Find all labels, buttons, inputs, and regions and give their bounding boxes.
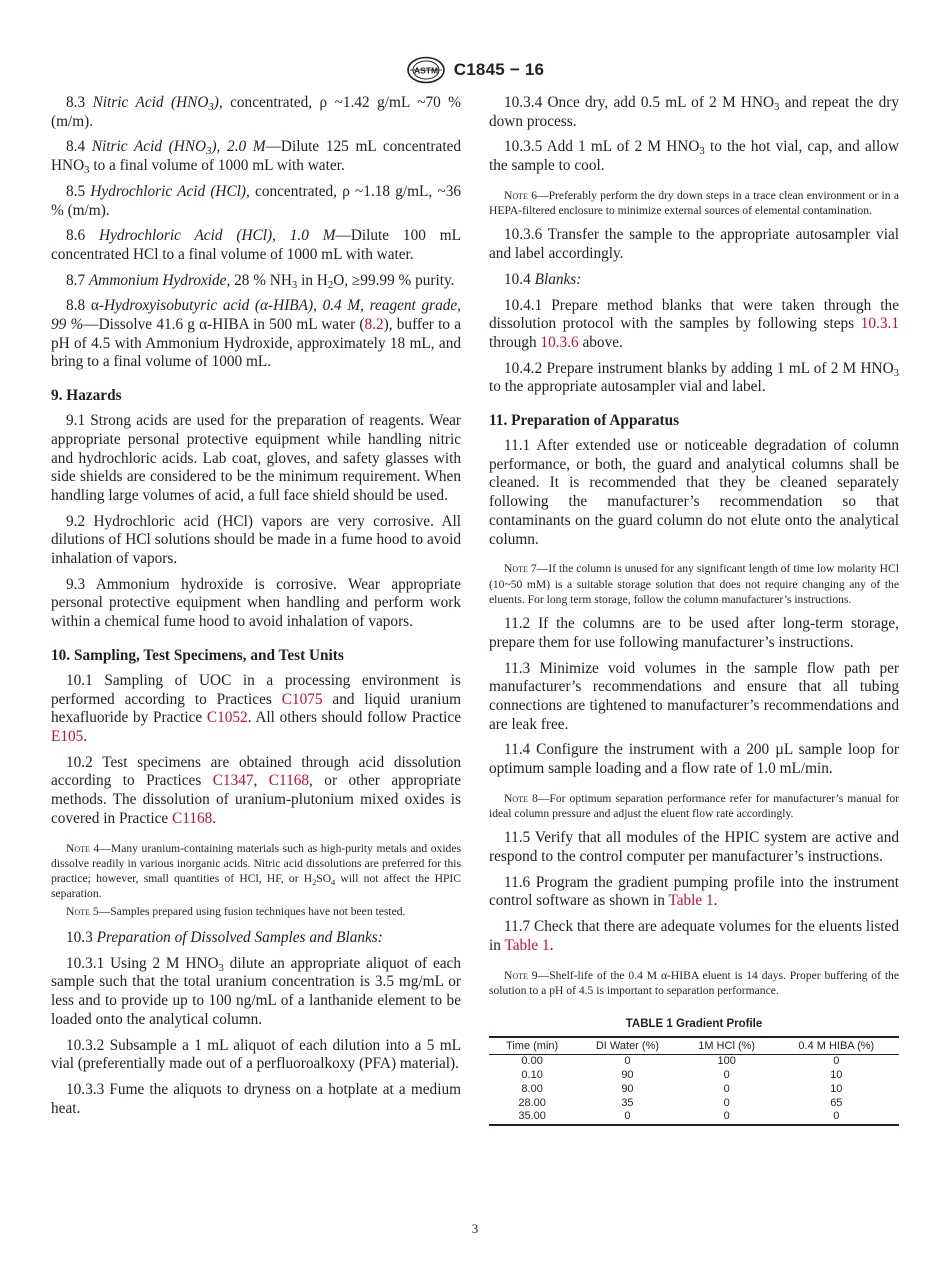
section-9-1: 9.1 Strong acids are used for the preparation of reagents. Wear appropriate personal protective equipment while handling nitric and hydrochloric acids. Lab coat, gloves, and safety glasses with side shields are considered to be the minimum requirement. When handling large volumes of acid, a full face shield should be used. <box>51 412 461 504</box>
left-column <box>51 94 461 1125</box>
section-11-1: 11.1 After extended use or noticeable degradation of column performance, or both, the guard and analytical columns shall be cleaned. It is recommended that they be cleaned separately following the manufacturer’s recommendation so that contaminants on the guard column do not elute onto the analytical column. <box>489 437 899 548</box>
section-11-2: 11.2 If the columns are to be used after long-term storage, prepare them for use following manufacturer’s instructions. <box>489 615 899 651</box>
section-10-3-4: 10.3.4 Once dry, add 0.5 mL of 2 M $HNO_3$ and repeat the dry down process. <box>489 94 899 130</box>
section-8-8: 8.8 α-Hydroxyisobutyric acid (α-HIBA), 0.4 M, reagent grade, 99 %—Dissolve 41.6 g α-HIBA in 500 mL water (8.2), buffer to a pH of 4.5 with Ammonium Hydroxide, approximately 18 mL, and bring to a final volume of 1000 mL. <box>51 297 462 371</box>
table-row <box>489 1069 899 1083</box>
table-header-row <box>489 1037 899 1055</box>
column-header: DI Water (%) <box>575 1037 679 1055</box>
note-7: Note 7—If the column is unused for any significant length of time low molarity HCl (10~50 mM) is a suitable storage solution that does not require changing any of the eluents. For long term storage, follow the column manufacturer’s instructions. <box>489 562 899 606</box>
table-cell: 0 <box>833 1055 840 1068</box>
link-c1075[interactable]: C1075 <box>281 690 323 708</box>
table-row <box>489 1110 899 1125</box>
link-table-1[interactable]: Table 1 <box>668 892 714 910</box>
table-cell: 35.00 <box>489 1110 575 1125</box>
astm-logo-text: ASTM <box>413 65 438 76</box>
link-8-2[interactable]: 8.2 <box>364 316 384 334</box>
section-9-3: 9.3 Ammonium hydroxide is corrosive. Wear appropriate personal protective equipment when handling and perform work within a chemical fume hood to avoid inhalation of vapors. <box>51 575 461 631</box>
astm-logo-icon <box>406 56 446 84</box>
section-10-3-6: 10.3.6 Transfer the sample to the appropriate autosampler vial and label accordingly. <box>489 226 899 263</box>
heading-sampling: 10. Sampling, Test Specimens, and Test Units <box>51 646 344 664</box>
table-cell: 10 <box>830 1068 843 1081</box>
table-cell: 0.00 <box>521 1055 543 1068</box>
table-cell: 28.00 <box>518 1096 546 1109</box>
table-cell: 8.00 <box>521 1082 543 1095</box>
section-8-3: 8.3 Nitric Acid $(HNO_3)$, concentrated, ρ ~1.42 g/mL ~70 % (m/m). <box>51 94 461 130</box>
link-c1347[interactable]: C1347 <box>212 772 254 790</box>
section-10-1: 10.1 Sampling of UOC in a processing environment is performed according to Practices C1075 and liquid uranium hexafluoride by Practice C1052. All others should follow Practice E105. <box>51 671 462 745</box>
section-11-3: 11.3 Minimize void volumes in the sample flow path per manufacturer’s recommendations and ensure that all tubing connections are tightened to manufacturer’s recommendations and are leak free. <box>489 659 899 733</box>
table-cell: 65 <box>830 1096 843 1109</box>
link-c1168[interactable]: C1168 <box>268 772 310 790</box>
table-cell: 0 <box>624 1055 631 1068</box>
link-c1052[interactable]: C1052 <box>206 709 248 727</box>
section-10-4: 10.4 Blanks: <box>504 270 582 288</box>
section-8-7: 8.7 Ammonium Hydroxide, 28 % $NH_3$ in $H_2O$, ≥99.99 % purity. <box>66 271 455 291</box>
section-10-3-2: 10.3.2 Subsample a 1 mL aliquot of each dilution into a 5 mL vial (preferentially made out of a perfluoroalkoxy (PFA) material). <box>51 1036 461 1073</box>
table-cell: 0 <box>680 1110 774 1125</box>
column-header: 0.4 M HIBA (%) <box>774 1037 899 1055</box>
column-header: 1M HCl (%) <box>680 1037 774 1055</box>
note-5: Note 5—Samples prepared using fusion techniques have not been tested. <box>66 904 406 918</box>
section-8-6: 8.6 Hydrochloric Acid (HCl), 1.0 M—Dilute 100 mL concentrated HCl to a final volume of 1000 mL with water. <box>51 227 461 263</box>
table-cell: 0 <box>723 1082 730 1095</box>
table-1-title: TABLE 1 Gradient Profile <box>625 1018 763 1031</box>
section-10-4-2: 10.4.2 Prepare instrument blanks by adding 1 mL of 2 M $HNO_3$ to the appropriate autosampler vial and label. <box>489 359 899 396</box>
link-10-3-1[interactable]: 10.3.1 <box>860 315 899 333</box>
column-header: Time (min) <box>489 1037 575 1055</box>
table-row <box>489 1055 899 1069</box>
section-8-5: 8.5 Hydrochloric Acid (HCl), concentrated, ρ ~1.18 g/mL, ~36 % (m/m). <box>51 182 461 219</box>
gradient-profile-table <box>489 1036 899 1126</box>
section-11-7: 11.7 Check that there are adequate volumes for the eluents listed in Table 1. <box>489 918 899 954</box>
table-row <box>489 1097 899 1111</box>
section-10-3-3: 10.3.3 Fume the aliquots to dryness on a hotplate at a medium heat. <box>51 1080 461 1117</box>
heading-preparation-apparatus: 11. Preparation of Apparatus <box>489 412 680 430</box>
link-e105[interactable]: E105 <box>51 727 84 745</box>
table-cell: 0 <box>723 1096 730 1109</box>
note-4: Note 4—Many uranium-containing materials such as high-purity metals and oxides dissolve readily in various inorganic acids. Nitric acid dissolutions are preferred for this practice; however, small quantities of HCl, HF, or $H_2SO_4$ will not affect the HPIC separation. <box>51 841 462 901</box>
table-cell: 10 <box>830 1082 843 1095</box>
page-number: 3 <box>471 1221 479 1236</box>
section-11-6: 11.6 Program the gradient pumping profile into the instrument control software as shown in Table 1. <box>489 873 899 910</box>
note-9: Note 9—Shelf-life of the 0.4 M α-HIBA eluent is 14 days. Proper buffering of the solution to a pH of 4.5 is important to separation performance. <box>489 968 899 997</box>
section-11-4: 11.4 Configure the instrument with a 200 µL sample loop for optimum sample loading and a flow rate of 1.0 mL/min. <box>489 741 899 778</box>
link-10-3-6[interactable]: 10.3.6 <box>540 333 579 351</box>
section-9-2: 9.2 Hydrochloric acid (HCl) vapors are very corrosive. All dilutions of HCl solutions should be made in a fume hood to avoid inhalation of vapors. <box>51 512 461 568</box>
table-row <box>489 1083 899 1097</box>
link-c1168-2[interactable]: C1168 <box>172 809 213 827</box>
page-header <box>0 56 950 84</box>
heading-hazards: 9. Hazards <box>51 387 122 405</box>
table-cell: 0.10 <box>521 1068 543 1081</box>
section-10-3: 10.3 Preparation of Dissolved Samples and Blanks: <box>66 928 383 946</box>
section-8-4: 8.4 Nitric Acid $(HNO_3)$, 2.0 M—Dilute 125 mL concentrated $HNO_3$ to a final volume of 1000 mL with water. <box>51 138 462 177</box>
table-cell: 0 <box>723 1068 730 1081</box>
section-10-2: 10.2 Test specimens are obtained through acid dissolution according to Practices C1347, C1168, or other appropriate methods. The dissolution of uranium-plutonium mixed oxides is covered in Practice C1168. <box>51 753 461 827</box>
table-cell: 0 <box>575 1110 679 1125</box>
section-10-4-1: 10.4.1 Prepare method blanks that were taken through the dissolution protocol with the samples by following steps 10.3.1 through 10.3.6 above. <box>489 296 899 351</box>
table-cell: 35 <box>621 1096 634 1109</box>
table-cell: 90 <box>621 1082 634 1095</box>
section-10-3-1: 10.3.1 Using 2 M $HNO_3$ dilute an appropriate aliquot of each sample such that the total uranium concentration is 3.5 mg/mL or less and to provide up to 100 ng/mL of a lanthanide element to be loaded onto the analytical column. <box>51 954 461 1028</box>
section-11-5: 11.5 Verify that all modules of the HPIC system are active and respond to the control computer per manufacturer’s instructions. <box>489 829 899 866</box>
note-8: Note 8—For optimum separation performance refer for manufacturer’s manual for ideal column pressure and adjust the eluent flow rate accordingly. <box>489 791 899 821</box>
table-cell: 0 <box>774 1110 899 1125</box>
table-cell: 100 <box>717 1055 736 1068</box>
standard-code: C1845 − 16 <box>453 60 545 79</box>
table-cell: 90 <box>621 1068 634 1081</box>
right-column <box>489 94 899 1126</box>
note-6: Note 6—Preferably perform the dry down steps in a trace clean environment or in a HEPA-filtered enclosure to minimize external sources of elemental contamination. <box>489 188 899 218</box>
link-table-1-2[interactable]: Table 1 <box>504 936 550 954</box>
section-10-3-5: 10.3.5 Add 1 mL of 2 M $HNO_3$ to the hot vial, cap, and allow the sample to cool. <box>489 138 899 175</box>
